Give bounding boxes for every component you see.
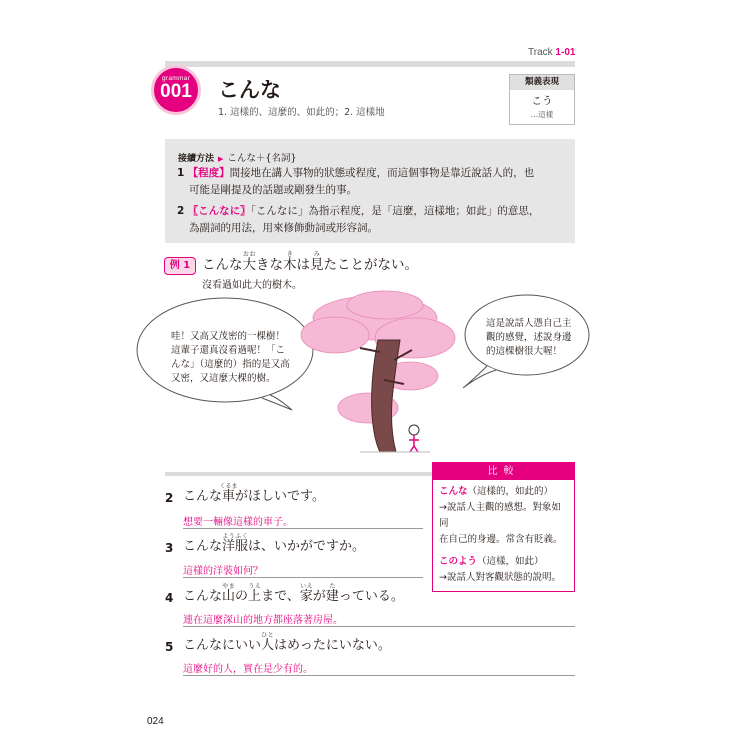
connection-text: こんな＋{名詞} xyxy=(227,153,297,164)
example-divider xyxy=(183,528,423,529)
bubble-left-text: 哇！又高又茂密的一棵樹！ 這輩子還真沒看過呢！「こ んな」（這麼的）指的是又高 又密，又這麼大棵的樹。 xyxy=(171,331,290,384)
triangle-icon: ▶ xyxy=(218,155,224,163)
example-1-sentence: こんな大おおきな木きは見みたことがない。 xyxy=(202,251,418,273)
example-divider xyxy=(183,577,423,578)
track-label: Track 1-01 xyxy=(528,47,576,58)
example-4-number: 4 xyxy=(165,591,174,605)
synonym-word: こう xyxy=(531,95,553,107)
section-rule xyxy=(165,472,435,476)
example-3-translation: 這樣的洋裝如何？ xyxy=(183,566,263,577)
example-divider xyxy=(183,626,575,627)
comparison-box xyxy=(432,462,575,592)
page-number: 024 xyxy=(147,716,164,727)
badge-number: 001 xyxy=(160,81,192,102)
example-3-number: 3 xyxy=(165,541,174,555)
title-meaning: 1. 這樣的、這麼的、如此的；2. 這樣地 xyxy=(218,107,385,118)
small-person-figure xyxy=(409,425,419,452)
example-5-translation: 這麼好的人，實在是少有的。 xyxy=(183,664,313,675)
usage-point-2: 2 〖こんなに〗「こんなに」為指示程度，是「這麼，這樣地；如此」的意思， 為副詞的用法，用來修飾動詞或形容詞。 xyxy=(177,205,540,234)
point-keyword: 【程度】 xyxy=(187,167,230,179)
example-1-translation: 沒看過如此大的樹木。 xyxy=(202,280,302,291)
page-title: こんな xyxy=(218,78,281,102)
badge-label: grammar xyxy=(161,75,191,82)
tree-trunk xyxy=(372,340,400,452)
example-3-sentence: こんな洋服ようふくは、いかがですか。 xyxy=(183,533,366,554)
example-divider xyxy=(183,675,575,676)
connection-label: 接續方法 xyxy=(178,154,215,164)
example-5-number: 5 xyxy=(165,640,174,654)
example-2-number: 2 xyxy=(165,491,174,505)
example-2-sentence: こんな車くるまがほしいです。 xyxy=(183,483,325,504)
example-4-translation: 連在這麼深山的地方都座落著房屋。 xyxy=(183,615,343,626)
usage-point-1: 1 【程度】間接地在講人事物的狀態或程度，而這個事物是靠近說話人的，也 可能是剛提及的話題或剛發生的事。 xyxy=(177,167,535,196)
example-tag: 例 1 xyxy=(164,257,196,275)
example-2-translation: 想要一輛像這樣的車子。 xyxy=(183,517,293,528)
comparison-header: 比較 xyxy=(433,463,574,480)
synonym-header: 類義表現 xyxy=(510,75,574,90)
example-4-sentence: こんな山やまの上うえまで、家いえが建たっている。 xyxy=(183,583,404,604)
synonym-meaning: …這樣 xyxy=(530,110,554,119)
comparison-body: こんな（這樣的，如此的） →說話人主觀的感想。對象如同 在自己的身邊。常含有貶義。 このよう（這樣，如此） →說話人對客觀狀態的說明。 xyxy=(439,486,563,583)
point-keyword: 〖こんなに〗 xyxy=(187,205,251,217)
example-5-sentence: こんなにいい人ひとはめったにいない。 xyxy=(183,632,391,653)
bubble-right-text: 這是說話人憑自己主 觀的感覺，述說身邊 的這棵樹很大喔！ xyxy=(486,318,572,357)
